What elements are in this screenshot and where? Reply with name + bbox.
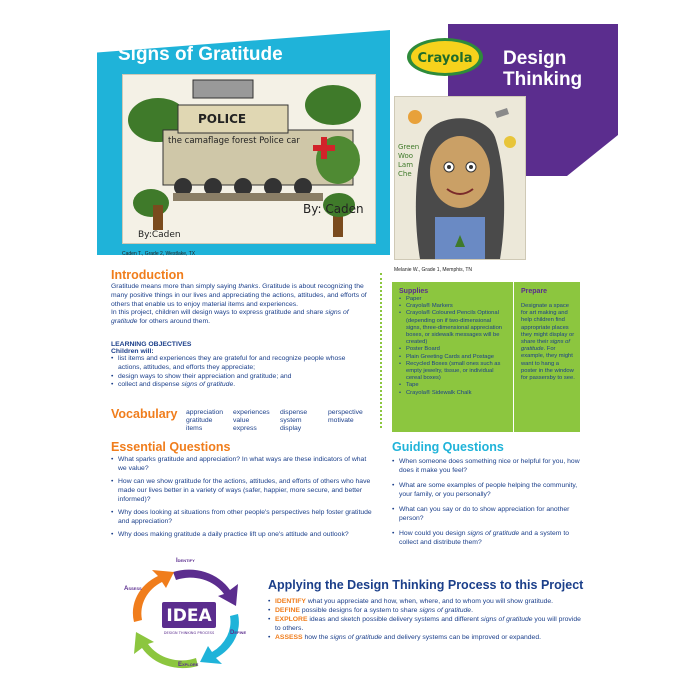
- list-item: • Why does looking at situations from other people's perspectives help foster gratitude and appreciation?: [111, 509, 376, 527]
- list-item: • Recycled Boxes (small ones such as empty jewelry, tissue, or individual cereal boxes): [399, 361, 507, 383]
- list-item: • Plain Greeting Cards and Postage: [399, 354, 507, 361]
- learning-objectives: [111, 341, 373, 390]
- list-item: • How can we show gratitude for the actions, attitudes, and efforts of others who have made our lives better in a variety of ways (safer, happier, more secure, and better informed)?: [111, 478, 376, 504]
- art-text-police: POLICE: [198, 112, 247, 126]
- page-title: Signs of Gratitude: [118, 44, 283, 65]
- series-title-line2: Thinking: [503, 69, 583, 90]
- vocabulary-heading: Vocabulary: [111, 407, 178, 421]
- prepare-heading: Prepare: [521, 288, 548, 295]
- applying-heading: Applying the Design Thinking Process to this Project: [268, 578, 584, 592]
- explore-label: Explore: [178, 662, 199, 668]
- list-item: • Crayola® Coloured Pencils Optional (depending on if two-dimensional signs, three-dimensional appreciation boxes, or sidewalk messages will be created): [399, 310, 507, 346]
- list-item: • Paper: [399, 296, 507, 303]
- list-item: • Crayola® Sidewalk Chalk: [399, 390, 507, 397]
- vocabulary-column-4: perspective motivate: [328, 409, 363, 424]
- list-item: • Poster Board: [399, 346, 507, 353]
- applying-list: [268, 597, 588, 642]
- series-title-line1: Design: [503, 48, 567, 69]
- learning-objectives-list: [111, 355, 351, 390]
- learning-objectives-lead: Children will:: [111, 348, 154, 355]
- series-title: [503, 48, 582, 90]
- identify-arrow: [173, 570, 238, 606]
- portrait-drawing: [395, 97, 525, 259]
- essential-questions-heading: Essential Questions: [111, 440, 231, 454]
- learning-objectives-heading: LEARNING OBJECTIVES: [111, 341, 192, 348]
- artwork-caption-left: Caden T., Grade 2, Westlake, TX: [122, 251, 196, 257]
- crayola-logo-text: Crayola: [417, 51, 473, 66]
- supplies-heading: Supplies: [399, 288, 429, 295]
- list-item: • When someone does something nice or helpful for you, how does it make you feel?: [392, 458, 588, 476]
- list-item: • design ways to show their appreciation and gratitude; and: [111, 373, 351, 382]
- list-item: • What are some examples of people helping the community, your family, or you personally?: [392, 482, 588, 500]
- list-item: • EXPLORE ideas and sketch possible delivery systems and different signs of gratitude you will provide to others.: [268, 615, 588, 633]
- idea-cycle-diagram: [118, 558, 258, 673]
- vocabulary-column-1: appreciation gratitude items: [186, 409, 224, 432]
- list-item: • What sparks gratitude and appreciation? In what ways are these indicators of what we value?: [111, 456, 376, 474]
- art-text-signature: By: Caden: [303, 202, 364, 216]
- list-item: • How could you design signs of gratitude and a system to collect and distribute them?: [392, 530, 588, 548]
- portrait-art-text-4: Che: [398, 170, 412, 178]
- guiding-questions-heading: Guiding Questions: [392, 440, 504, 454]
- portrait-art-text-3: Lam: [398, 161, 414, 169]
- student-artwork-police-car: [122, 74, 376, 244]
- idea-center-text: IDEA: [166, 606, 212, 626]
- list-item: • Tape: [399, 382, 507, 389]
- artwork-caption-right: Melanie W., Grade 1, Memphis, TN: [394, 267, 472, 273]
- identify-label: Identify: [176, 558, 195, 564]
- prepare-text: Designate a space for art making and help children find appropriate places they might display or share their signs of gratitude. For example, they might want to hang a poster in the window for passersby to see.: [521, 303, 575, 382]
- supplies-list: [399, 296, 507, 397]
- divider: [380, 273, 384, 428]
- essential-questions-list: [111, 456, 376, 544]
- portrait-art-text-2: Woo: [398, 152, 414, 160]
- prepare-box: [513, 282, 580, 432]
- list-item: • What can you say or do to show appreciation for another person?: [392, 506, 588, 524]
- list-item: • list items and experiences they are grateful for and recognize people whose actions, attitudes, and efforts they appreciate;: [111, 355, 351, 373]
- list-item: • Why does making gratitude a daily practice lift up one's attitude and outlook?: [111, 531, 376, 540]
- vocabulary-column-3: dispense system display: [280, 409, 308, 432]
- vocabulary-column-2: experiences value express: [233, 409, 270, 432]
- idea-subtitle: DESIGN THINKING PROCESS: [163, 631, 215, 635]
- supplies-box: [392, 282, 513, 432]
- crayola-logo: [405, 36, 485, 76]
- list-item: • ASSESS how the signs of gratitude and delivery systems can be improved or expanded.: [268, 633, 588, 642]
- list-item: • Crayola® Markers: [399, 303, 507, 310]
- student-artwork-portrait: [394, 96, 526, 260]
- guiding-questions-list: [392, 458, 588, 554]
- list-item: • DEFINE possible designs for a system to share signs of gratitude.: [268, 606, 588, 615]
- define-label: Define: [230, 630, 247, 636]
- police-car-drawing: [123, 75, 375, 243]
- list-item: • collect and dispense signs of gratitude.: [111, 381, 351, 390]
- portrait-art-text-1: Green: [398, 143, 420, 151]
- introduction-text: Gratitude means more than simply saying thanks. Gratitude is about recognizing the many positive things in our lives and appreciating the actions, attitudes, and efforts of others that enable us to enjoy material items and experiences. In this project, children will design ways to express gratitude and share signs of gratitude for others around them.: [111, 283, 367, 326]
- assess-label: Assess: [124, 586, 142, 592]
- art-text-caption: the camaflage forest Police car: [168, 136, 300, 146]
- art-text-signature-2: By:Caden: [138, 230, 181, 240]
- introduction-heading: Introduction: [111, 268, 184, 282]
- list-item: • IDENTIFY what you appreciate and how, when, where, and to whom you will show gratitude.: [268, 597, 588, 606]
